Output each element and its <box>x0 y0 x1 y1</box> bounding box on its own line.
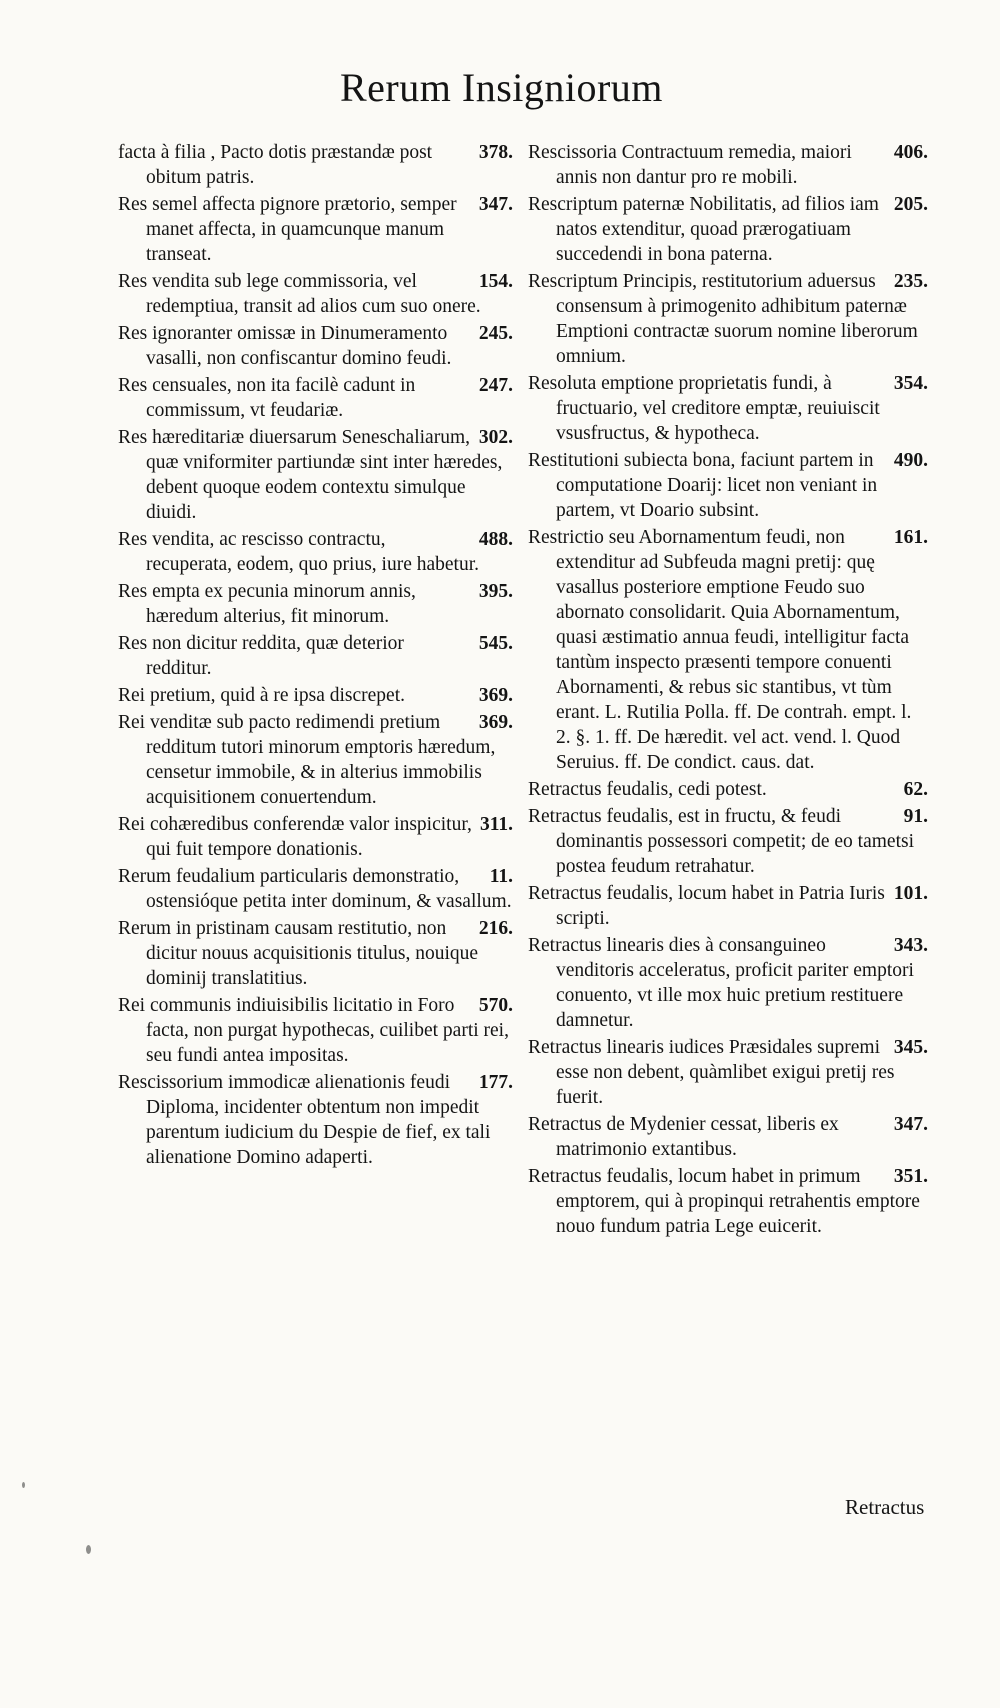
index-entry <box>118 1070 513 1170</box>
page-reference: 11. <box>489 866 513 887</box>
page-reference: 545. <box>478 633 513 654</box>
page-reference: 488. <box>478 529 513 550</box>
index-entry <box>528 1164 928 1239</box>
page-reference: 247. <box>478 375 513 396</box>
entry-text: Retractus linearis iudices Præsidales supremi esse non debent, quàmlibet exigui pretij res fuerit. <box>528 1037 895 1108</box>
page-reference: 369. <box>478 685 513 706</box>
page-reference: 570. <box>478 995 513 1016</box>
entry-text: Rei communis indiuisibilis licitatio in Foro facta, non purgat hypothecas, cuilibet parti rei, seu fundi antea impositas. <box>118 995 509 1066</box>
entry-text: Rei cohæredibus conferendæ valor inspicitur, qui fuit tempore donationis. <box>118 814 472 860</box>
page-reference: 369. <box>478 712 513 733</box>
page-reference: 216. <box>478 918 513 939</box>
index-entry <box>528 1112 928 1162</box>
index-entry <box>118 269 513 319</box>
entry-text: Res semel affecta pignore prætorio, semper manet affecta, in quamcunque manum transeat. <box>118 194 457 265</box>
entry-text: Rescriptum paternæ Nobilitatis, ad filios iam natos extenditur, quoad prærogatiuam succedendi in bona paterna. <box>528 194 879 265</box>
entry-text: Retractus feudalis, locum habet in primum emptorem, qui à propinqui retrahentis emptore nouo fundum patria Lege euicerit. <box>528 1166 920 1237</box>
page-reference: 351. <box>893 1166 928 1187</box>
catchword: Retractus <box>845 1495 925 1519</box>
index-entry <box>528 525 928 775</box>
page-reference: 395. <box>478 581 513 602</box>
page-reference: 235. <box>893 271 928 292</box>
entry-text: Restrictio seu Abornamentum feudi, non extenditur ad Subfeuda magni pretij: quę vasallus posteriore emptione Feudo suo abornato consolidarit. Quia Abornamentum, quasi æstimatio annua feudi, intelligitur facta tantùm inspecto præsenti tempore conuenti Abornamenti, & rebus sic stantibus, vt tùm erant. L. Rutilia Polla. ff. De contrah. empt. l. 2. §. 1. ff. De hæredit. vel act. vend. l. Quod Seruius. ff. De condict. caus. dat. <box>528 527 912 773</box>
index-entry <box>118 192 513 267</box>
index-entry <box>118 683 513 708</box>
index-column-left <box>118 140 513 1172</box>
ink-spot <box>22 1482 25 1488</box>
index-entry <box>528 777 928 802</box>
index-entry <box>528 933 928 1033</box>
index-entry <box>118 321 513 371</box>
entry-text: Res hæreditariæ diuersarum Seneschaliarum, quæ vniformiter partiundæ sint inter hæredes, debent quoque eodem contextu simulque diuidi. <box>118 427 503 523</box>
index-entry <box>528 448 928 523</box>
page-reference: 347. <box>893 1114 928 1135</box>
page-reference: 245. <box>478 323 513 344</box>
page-reference: 345. <box>893 1037 928 1058</box>
page-reference: 311. <box>479 814 513 835</box>
index-entry <box>118 527 513 577</box>
index-entry <box>118 631 513 681</box>
index-entry <box>528 371 928 446</box>
page-reference: 205. <box>893 194 928 215</box>
page-reference: 490. <box>893 450 928 471</box>
entry-text: Resoluta emptione proprietatis fundi, à fructuario, vel creditore emptæ, reuiuiscit vsusfructus, & hypotheca. <box>528 373 880 444</box>
entry-text: Rerum feudalium particularis demonstratio, ostensióque petita inter dominum, & vasallum. <box>118 866 512 912</box>
entry-text: Retractus linearis dies à consanguineo venditoris acceleratus, proficit pariter emptori conuento, vt ille mox huic pretium restituere damnetur. <box>528 935 914 1031</box>
page-reference: 62. <box>903 779 928 800</box>
index-entry <box>118 916 513 991</box>
entry-text: Rescriptum Principis, restitutorium aduersus consensum à primogenito adhibitum paternæ Emptioni contractæ suorum nomine liberorum omnium. <box>528 271 918 367</box>
page-reference: 406. <box>893 142 928 163</box>
entry-text: Rescissorium immodicæ alienationis feudi Diploma, incidenter obtentum non impedit parentum iudicium du Despie de fief, ex tali alienatione Domino adaperti. <box>118 1072 491 1168</box>
entry-text: Res vendita sub lege commissoria, vel redemptiua, transit ad alios cum suo onere. <box>118 271 481 317</box>
entry-text: Rei venditæ sub pacto redimendi pretium redditum tutori minorum emptoris hæredum, censetur immobile, & in alterius immobilis acquisitionem conuertendum. <box>118 712 496 808</box>
page-reference: 347. <box>478 194 513 215</box>
entry-text: Retractus de Mydenier cessat, liberis ex matrimonio extantibus. <box>528 1114 839 1160</box>
entry-text: Retractus feudalis, locum habet in Patria Iuris scripti. <box>528 883 885 929</box>
entry-text: Restitutioni subiecta bona, faciunt partem in computatione Doarij: licet non veniant in partem, vt Doario subsint. <box>528 450 878 521</box>
ink-spot <box>86 1545 91 1554</box>
page-reference: 378. <box>478 142 513 163</box>
index-entry <box>118 425 513 525</box>
entry-text: Rei pretium, quid à re ipsa discrepet. <box>118 685 405 706</box>
entry-text: Retractus feudalis, cedi potest. <box>528 779 767 800</box>
index-entry <box>118 864 513 914</box>
entry-text: Res ignoranter omissæ in Dinumeramento vasalli, non confiscantur domino feudi. <box>118 323 452 369</box>
index-entry <box>528 192 928 267</box>
page-reference: 177. <box>478 1072 513 1093</box>
index-entry <box>118 993 513 1068</box>
index-entry <box>528 804 928 879</box>
page-reference: 91. <box>903 806 928 827</box>
index-entry <box>118 373 513 423</box>
page-title: Rerum Insigniorum <box>340 65 663 110</box>
index-entry <box>118 710 513 810</box>
page-reference: 154. <box>478 271 513 292</box>
entry-text: Retractus feudalis, est in fructu, & feudi dominantis possessori competit; de eo tametsi postea feudum retrahatur. <box>528 806 914 877</box>
entry-text: Res vendita, ac rescisso contractu, recuperata, eodem, quo prius, iure habetur. <box>118 529 479 575</box>
index-entry <box>118 579 513 629</box>
page-reference: 343. <box>893 935 928 956</box>
index-entry <box>528 881 928 931</box>
page-reference: 354. <box>893 373 928 394</box>
entry-text: Rerum in pristinam causam restitutio, non dicitur nouus acquisitionis titulus, nouique dominij translatitius. <box>118 918 479 989</box>
index-entry <box>118 812 513 862</box>
index-entry <box>528 1035 928 1110</box>
page-reference: 302. <box>478 427 513 448</box>
entry-text: facta à filia , Pacto dotis præstandæ post obitum patris. <box>118 142 433 188</box>
entry-text: Res non dicitur reddita, quæ deterior redditur. <box>118 633 404 679</box>
entry-text: Res empta ex pecunia minorum annis, hæredum alterius, fit minorum. <box>118 581 416 627</box>
index-entry <box>528 140 928 190</box>
page-reference: 101. <box>893 883 928 904</box>
index-entry <box>528 269 928 369</box>
entry-text: Rescissoria Contractuum remedia, maiori annis non dantur pro re mobili. <box>528 142 852 188</box>
page-reference: 161. <box>893 527 928 548</box>
entry-text: Res censuales, non ita facilè cadunt in commissum, vt feudariæ. <box>118 375 416 421</box>
index-entry <box>118 140 513 190</box>
index-column-right <box>528 140 928 1241</box>
